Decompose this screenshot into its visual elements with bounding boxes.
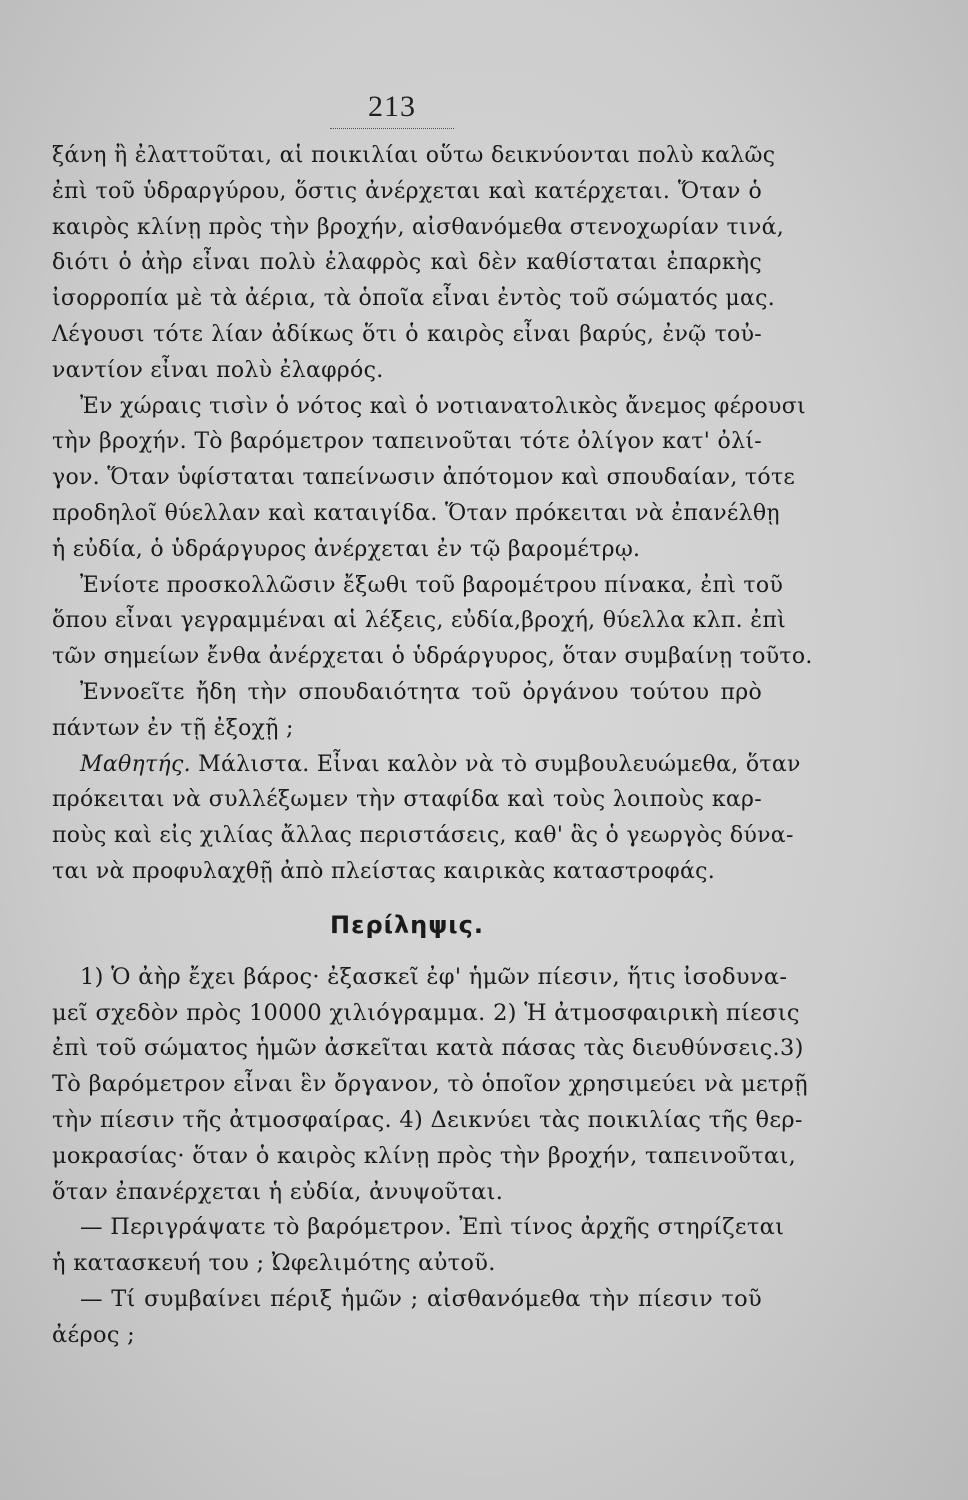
text-line: Ἐνίοτε προσκολλῶσιν ἔξωθι τοῦ βαρομέτρου πίνακα, ἐπὶ τοῦ [80, 572, 784, 598]
paragraph [52, 389, 806, 568]
text-line: πρόκειται νὰ συλλέξωμεν τὴν σταφίδα καὶ τοὺς λοιποὺς καρ- [52, 787, 762, 813]
text-line: γον. Ὅταν ὑφίσταται ταπείνωσιν ἀπότομον καὶ σπουδαίαν, τότε [52, 465, 796, 491]
paragraph [52, 675, 762, 747]
text-line: τῶν σημείων ἔνθα ἀνέρχεται ὁ ὑδράργυρος, ὅταν συμβαίνῃ τοῦτο. [52, 644, 813, 670]
page-body [52, 138, 813, 1354]
text-line: ἀέρος ; [52, 1321, 136, 1348]
text-line: προδηλοῖ θύελλαν καὶ καταιγίδα. Ὅταν πρόκειται νὰ ἐπανέλθῃ [52, 500, 780, 526]
summary-paragraph [52, 960, 808, 1211]
text-line: ὅταν ἐπανέρχεται ἡ εὐδία, ἀνυψοῦται. [52, 1178, 504, 1205]
paragraph [52, 138, 785, 389]
text-line: ναντίον εἶναι πολὺ ἐλαφρός. [52, 357, 384, 383]
text-line: διότι ὁ ἀὴρ εἶναι πολὺ ἐλαφρὸς καὶ δὲν καθίσταται ἐπαρκὴς [52, 250, 762, 276]
text-line: πάντων ἐν τῇ ἐξοχῇ ; [52, 715, 294, 741]
dialogue-paragraph [52, 747, 801, 890]
paragraph [52, 568, 813, 675]
text-line: Ἐν χώραις τισὶν ὁ νότος καὶ ὁ νοτιανατολικὸς ἄνεμος φέρουσι [80, 393, 806, 419]
text-line: 1) Ὁ ἀὴρ ἔχει βάρος· ἐξασκεῖ ἐφ' ἡμῶν πίεσιν, ἥτις ἰσοδυνα- [80, 963, 788, 990]
text-line: ἰσορροπία μὲ τὰ ἀέρια, τὰ ὁποῖα εἶναι ἐντὸς τοῦ σώματός μας. [52, 286, 776, 312]
speaker-text: Μάλιστα. Εἶναι καλὸν νὰ τὸ συμβουλευώμεθα, ὅταν [198, 751, 801, 777]
text-line: ξάνη ἢ ἐλαττοῦται, αἱ ποικιλίαι οὕτω δεικνύονται πολὺ καλῶς [52, 143, 776, 168]
question-paragraph [52, 1210, 785, 1282]
question-paragraph [52, 1282, 762, 1354]
text-line: ἐπὶ τοῦ σώματος ἡμῶν ἀσκεῖται κατὰ πάσας τὰς διευθύνσεις.3) [52, 1035, 804, 1062]
text-line: Λέγουσι τότε λίαν ἀδίκως ὅτι ὁ καιρὸς εἶναι βαρύς, ἐνῷ τοὐ- [52, 321, 762, 347]
summary [52, 960, 808, 1354]
text-line [52, 747, 801, 783]
summary-heading: Περίληψις. [330, 910, 484, 939]
page-number-rule [330, 128, 454, 129]
text-line: μοκρασίας· ὅταν ὁ καιρὸς κλίνῃ πρὸς τὴν βροχήν, ταπεινοῦται, [52, 1142, 797, 1169]
text-line: τὴν πίεσιν τῆς ἀτμοσφαίρας. 4) Δεικνύει τὰς ποικιλίας τῆς θερ- [52, 1106, 803, 1133]
text-line: ται νὰ προφυλαχθῇ ἀπὸ πλείστας καιρικὰς καταστροφάς. [52, 858, 716, 884]
page-number: 213 [368, 90, 416, 123]
text-line: Τὸ βαρόμετρον εἶναι ἓν ὄργανον, τὸ ὁποῖον χρησιμεύει νὰ μετρῇ [52, 1071, 808, 1098]
text-line: ὅπου εἶναι γεγραμμέναι αἱ λέξεις, εὐδία,βροχή, θύελλα κλπ. ἐπὶ [52, 608, 787, 634]
text-line: ἐπὶ τοῦ ὑδραργύρου, ὅστις ἀνέρχεται καὶ κατέρχεται. Ὅταν ὁ [52, 178, 762, 204]
text-line: μεῖ σχεδὸν πρὸς 10000 χιλιόγραμμα. 2) Ἡ ἀτμοσφαιρικὴ πίεσις [52, 999, 800, 1026]
speaker-label: Μαθητής. [80, 751, 191, 777]
text-line: ποὺς καὶ εἰς χιλίας ἄλλας περιστάσεις, καθ' ἃς ὁ γεωργὸς δύνα- [52, 823, 794, 849]
text-line: — Περιγράψατε τὸ βαρόμετρον. Ἐπὶ τίνος ἀρχῆς στηρίζεται [80, 1214, 785, 1241]
text-line: καιρὸς κλίνῃ πρὸς τὴν βροχήν, αἰσθανόμεθα στενοχωρίαν τινά, [52, 214, 785, 240]
text-line: τὴν βροχήν. Τὸ βαρόμετρον ταπεινοῦται τότε ὀλίγον κατ' ὀλί- [52, 429, 762, 455]
text-line: Ἐννοεῖτε ἤδη τὴν σπουδαιότητα τοῦ ὀργάνου τούτου πρὸ [80, 679, 762, 705]
text-line: — Τί συμβαίνει πέριξ ἡμῶν ; αἰσθανόμεθα τὴν πίεσιν τοῦ [80, 1285, 762, 1312]
text-line: ἡ εὐδία, ὁ ὑδράργυρος ἀνέρχεται ἐν τῷ βαρομέτρῳ. [52, 536, 641, 562]
text-line: ἡ κατασκευή του ; Ὠφελιμότης αὐτοῦ. [52, 1250, 496, 1277]
